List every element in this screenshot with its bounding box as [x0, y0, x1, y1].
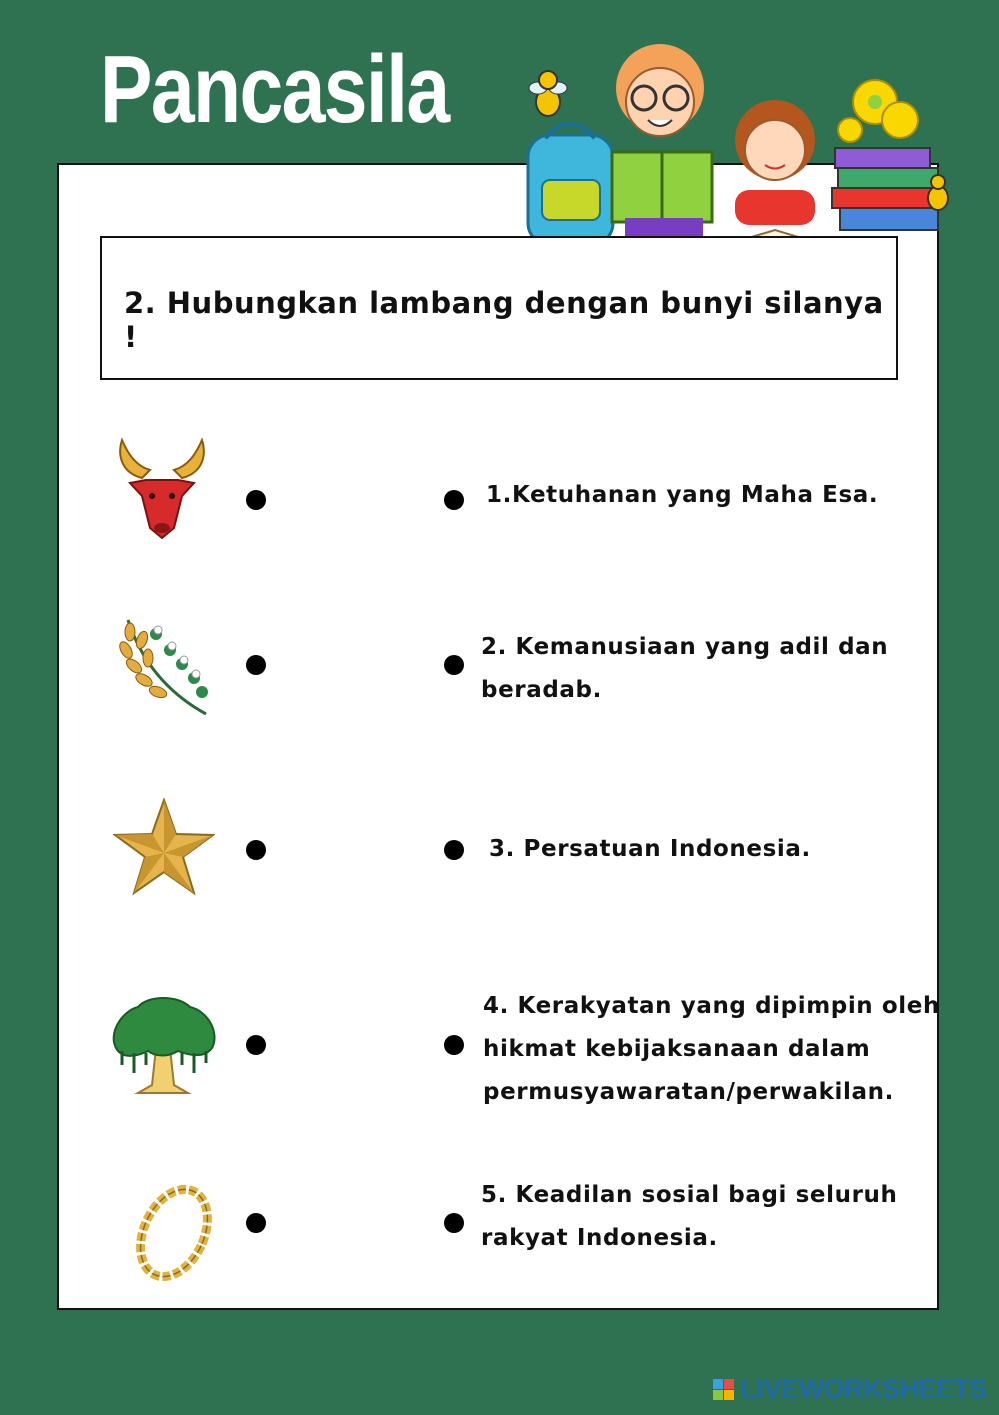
- right-dot-2[interactable]: [444, 655, 464, 675]
- chain-icon: [128, 1180, 220, 1286]
- rice-cotton-icon: [118, 612, 213, 717]
- instruction-box: [100, 236, 898, 380]
- right-dot-5[interactable]: [444, 1213, 464, 1233]
- answer-item-1: [486, 474, 878, 517]
- answer-line: 4. Kerakyatan yang dipimpin oleh: [483, 993, 940, 1019]
- star-icon: [113, 798, 215, 896]
- right-dot-1[interactable]: [444, 490, 464, 510]
- answer-item-4: [483, 985, 940, 1114]
- instruction-text: 2. Hubungkan lambang dengan bunyi silanya !: [124, 286, 884, 354]
- answer-item-5: [481, 1174, 897, 1260]
- right-dot-3[interactable]: [444, 840, 464, 860]
- logo-grid-icon: [713, 1379, 734, 1400]
- children-reading-illustration: [520, 40, 960, 255]
- bull-head-icon: [112, 438, 212, 543]
- page-title: Pancasila: [100, 36, 449, 143]
- answer-line: permusyawaratan/perwakilan.: [483, 1079, 894, 1105]
- left-dot-2[interactable]: [246, 655, 266, 675]
- left-dot-4[interactable]: [246, 1035, 266, 1055]
- answer-line: beradab.: [481, 677, 602, 703]
- answer-line: rakyat Indonesia.: [481, 1225, 718, 1251]
- left-dot-1[interactable]: [246, 490, 266, 510]
- left-dot-5[interactable]: [246, 1213, 266, 1233]
- answer-line: 2. Kemanusiaan yang adil dan: [481, 634, 889, 660]
- answer-item-2: [481, 626, 888, 712]
- answer-item-3: [489, 828, 811, 871]
- right-dot-4[interactable]: [444, 1035, 464, 1055]
- answer-line: 1.Ketuhanan yang Maha Esa.: [486, 482, 879, 508]
- answer-line: 3. Persatuan Indonesia.: [489, 836, 811, 862]
- brand-text: LIVEWORKSHEETS: [740, 1374, 987, 1404]
- answer-line: 5. Keadilan sosial bagi seluruh: [481, 1182, 898, 1208]
- banyan-tree-icon: [108, 993, 220, 1095]
- answer-line: hikmat kebijaksanaan dalam: [483, 1036, 871, 1062]
- left-dot-3[interactable]: [246, 840, 266, 860]
- liveworksheets-logo: [713, 1374, 987, 1405]
